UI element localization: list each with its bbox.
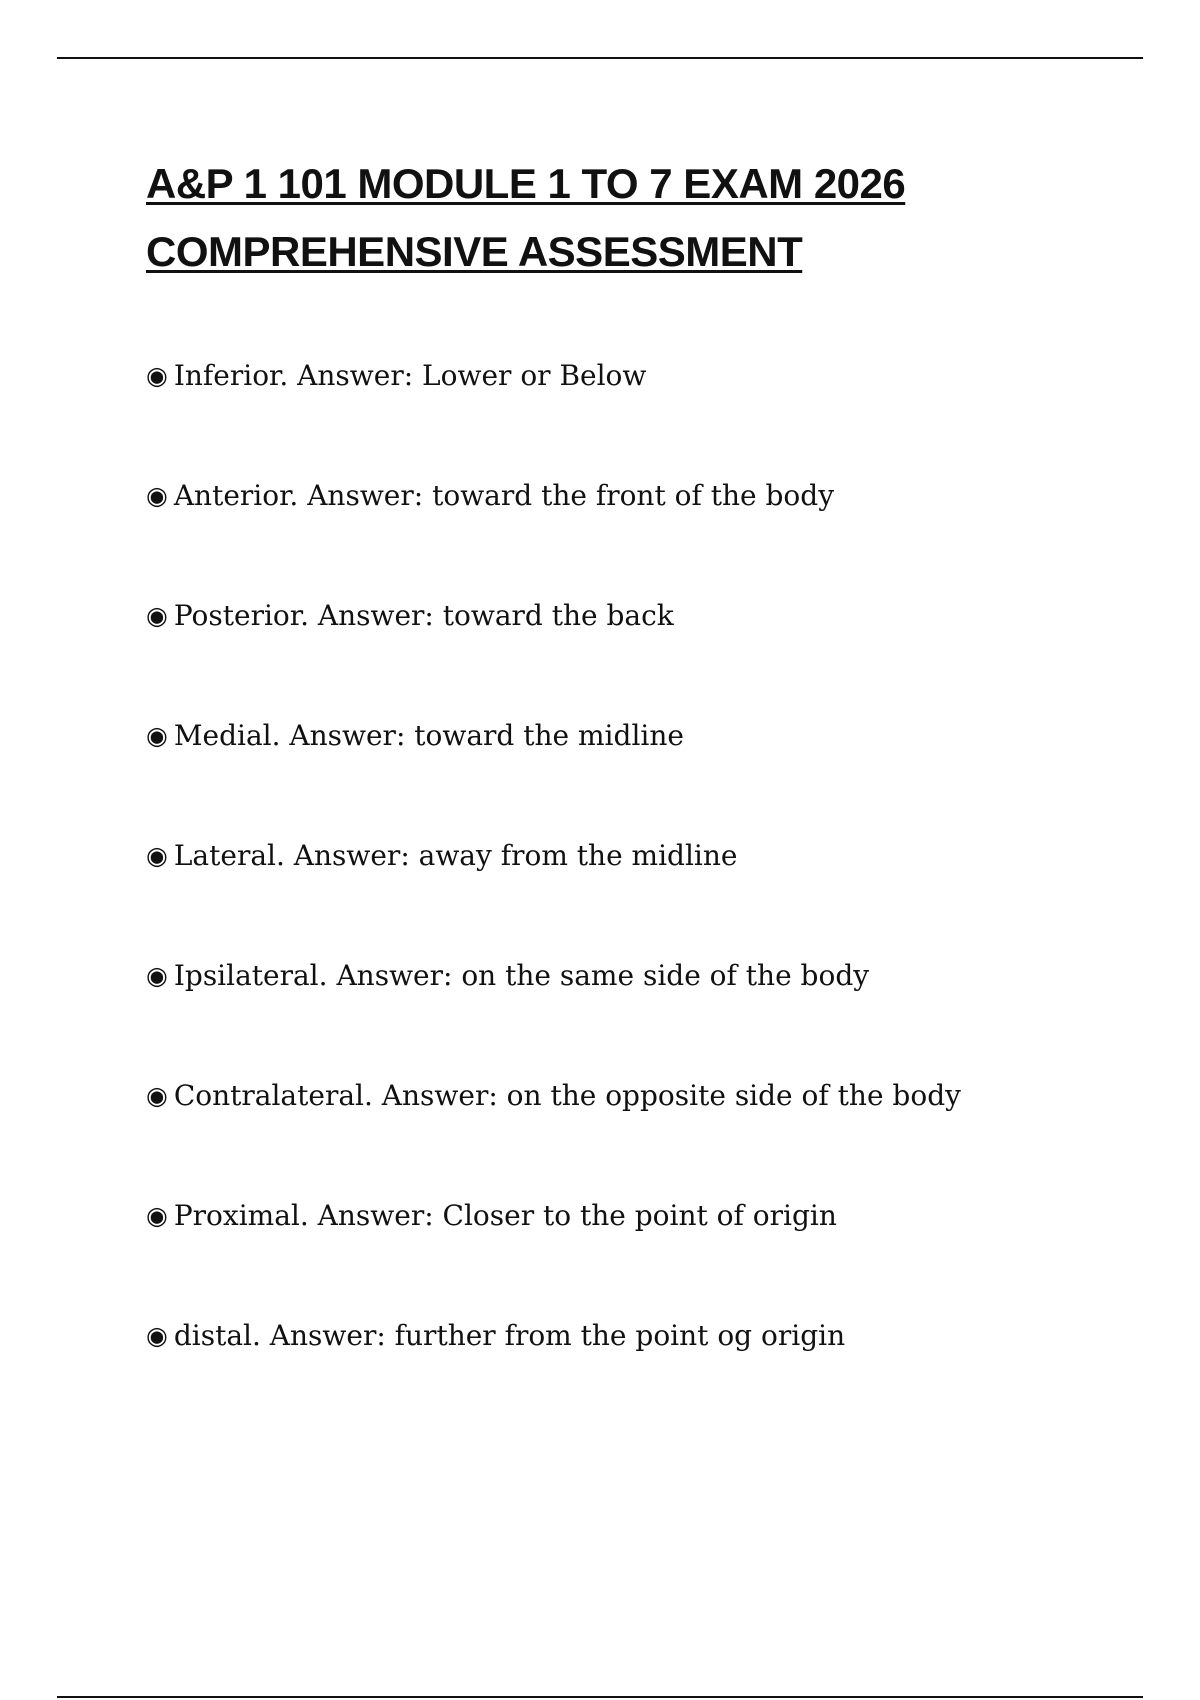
list-item bbox=[146, 1192, 961, 1312]
bottom-rule bbox=[57, 1696, 1143, 1698]
list-item bbox=[146, 712, 961, 832]
title-line-1: A&P 1 101 MODULE 1 TO 7 EXAM 2026 bbox=[146, 160, 906, 207]
top-rule bbox=[57, 57, 1143, 59]
list-item bbox=[146, 472, 961, 592]
title-line-2: COMPREHENSIVE ASSESSMENT bbox=[146, 228, 803, 275]
bullet-icon: ◉ bbox=[146, 961, 168, 990]
item-text: Contralateral. Answer: on the opposite side of the body bbox=[173, 1079, 961, 1112]
list-item bbox=[146, 1072, 961, 1192]
item-text: Anterior. Answer: toward the front of the body bbox=[173, 479, 835, 512]
list-item bbox=[146, 352, 961, 472]
bullet-icon: ◉ bbox=[146, 1081, 168, 1110]
page-title bbox=[146, 150, 1046, 286]
bullet-icon: ◉ bbox=[146, 841, 168, 870]
bullet-icon: ◉ bbox=[146, 481, 168, 510]
item-text: Inferior. Answer: Lower or Below bbox=[173, 359, 647, 392]
list-item bbox=[146, 1312, 961, 1432]
list-item bbox=[146, 592, 961, 712]
item-text: Ipsilateral. Answer: on the same side of the body bbox=[173, 959, 870, 992]
bullet-icon: ◉ bbox=[146, 361, 168, 390]
item-text: Medial. Answer: toward the midline bbox=[173, 719, 684, 752]
bullet-icon: ◉ bbox=[146, 1201, 168, 1230]
question-list bbox=[146, 352, 961, 1432]
item-text: Proximal. Answer: Closer to the point of origin bbox=[173, 1199, 837, 1232]
item-text: Posterior. Answer: toward the back bbox=[173, 599, 674, 632]
list-item bbox=[146, 832, 961, 952]
bullet-icon: ◉ bbox=[146, 601, 168, 630]
item-text: distal. Answer: further from the point og origin bbox=[173, 1319, 846, 1352]
bullet-icon: ◉ bbox=[146, 1321, 168, 1350]
bullet-icon: ◉ bbox=[146, 721, 168, 750]
item-text: Lateral. Answer: away from the midline bbox=[173, 839, 738, 872]
list-item bbox=[146, 952, 961, 1072]
